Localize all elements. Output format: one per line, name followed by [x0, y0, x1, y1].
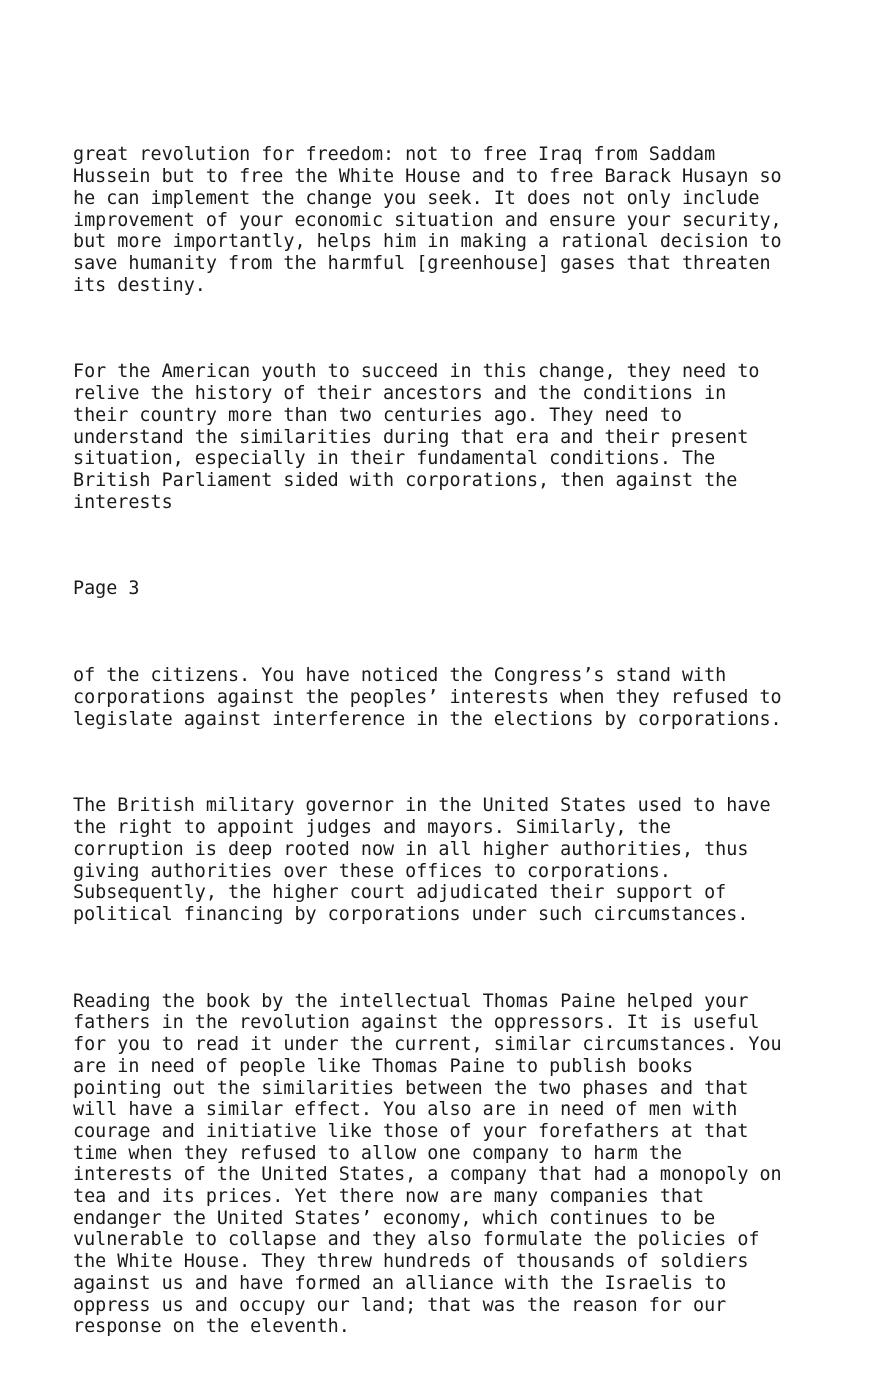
paragraph-congress-stand: of the citizens. You have noticed the Congress’s stand with corporations against the peoples’ interests when they refused to legislate against interference in the elections by corporations.	[73, 665, 782, 730]
page-number: Page 3	[73, 578, 140, 600]
paragraph-freedom-revolution: great revolution for freedom: not to free Iraq from Saddam Hussein but to free the White House and to free Barack Husayn so he can implement the change you seek. It does not only include improvement of your economic situation and ensure your security, but more importantly, helps him in making a rational decision to save humanity from the harmful [greenhouse] gases that threaten its destiny.	[73, 144, 782, 296]
document-page	[73, 101, 853, 1381]
paragraph-british-governor: The British military governor in the United States used to have the right to appoint judges and mayors. Similarly, the corruption is deep rooted now in all higher authorities, thus giving authorities over these offices to corporations. Subsequently, the higher court adjudicated their support of political financing by corporations under such circumstances.	[73, 795, 771, 925]
paragraph-american-youth: For the American youth to succeed in this change, they need to relive the history of their ancestors and the conditions in their country more than two centuries ago. They need to understand the similarities during that era and their present situation, especially in their fundamental conditions. The British Parliament sided with corporations, then against the interests	[73, 361, 760, 513]
paragraph-thomas-paine: Reading the book by the intellectual Thomas Paine helped your fathers in the revolution against the oppressors. It is useful for you to read it under the current, similar circumstances. You are in need of people like Thomas Paine to publish books pointing out the similarities between the two phases and that will have a similar effect. You also are in need of men with courage and initiative like those of your forefathers at that time when they refused to allow one company to harm the interests of the United States, a company that had a monopoly on tea and its prices. Yet there now are many companies that endanger the United States’ economy, which continues to be vulnerable to collapse and they also formulate the policies of the White House. They threw hundreds of thousands of soldiers against us and have formed an alliance with the Israelis to oppress us and occupy our land; that was the reason for our response on the eleventh.	[73, 990, 782, 1338]
